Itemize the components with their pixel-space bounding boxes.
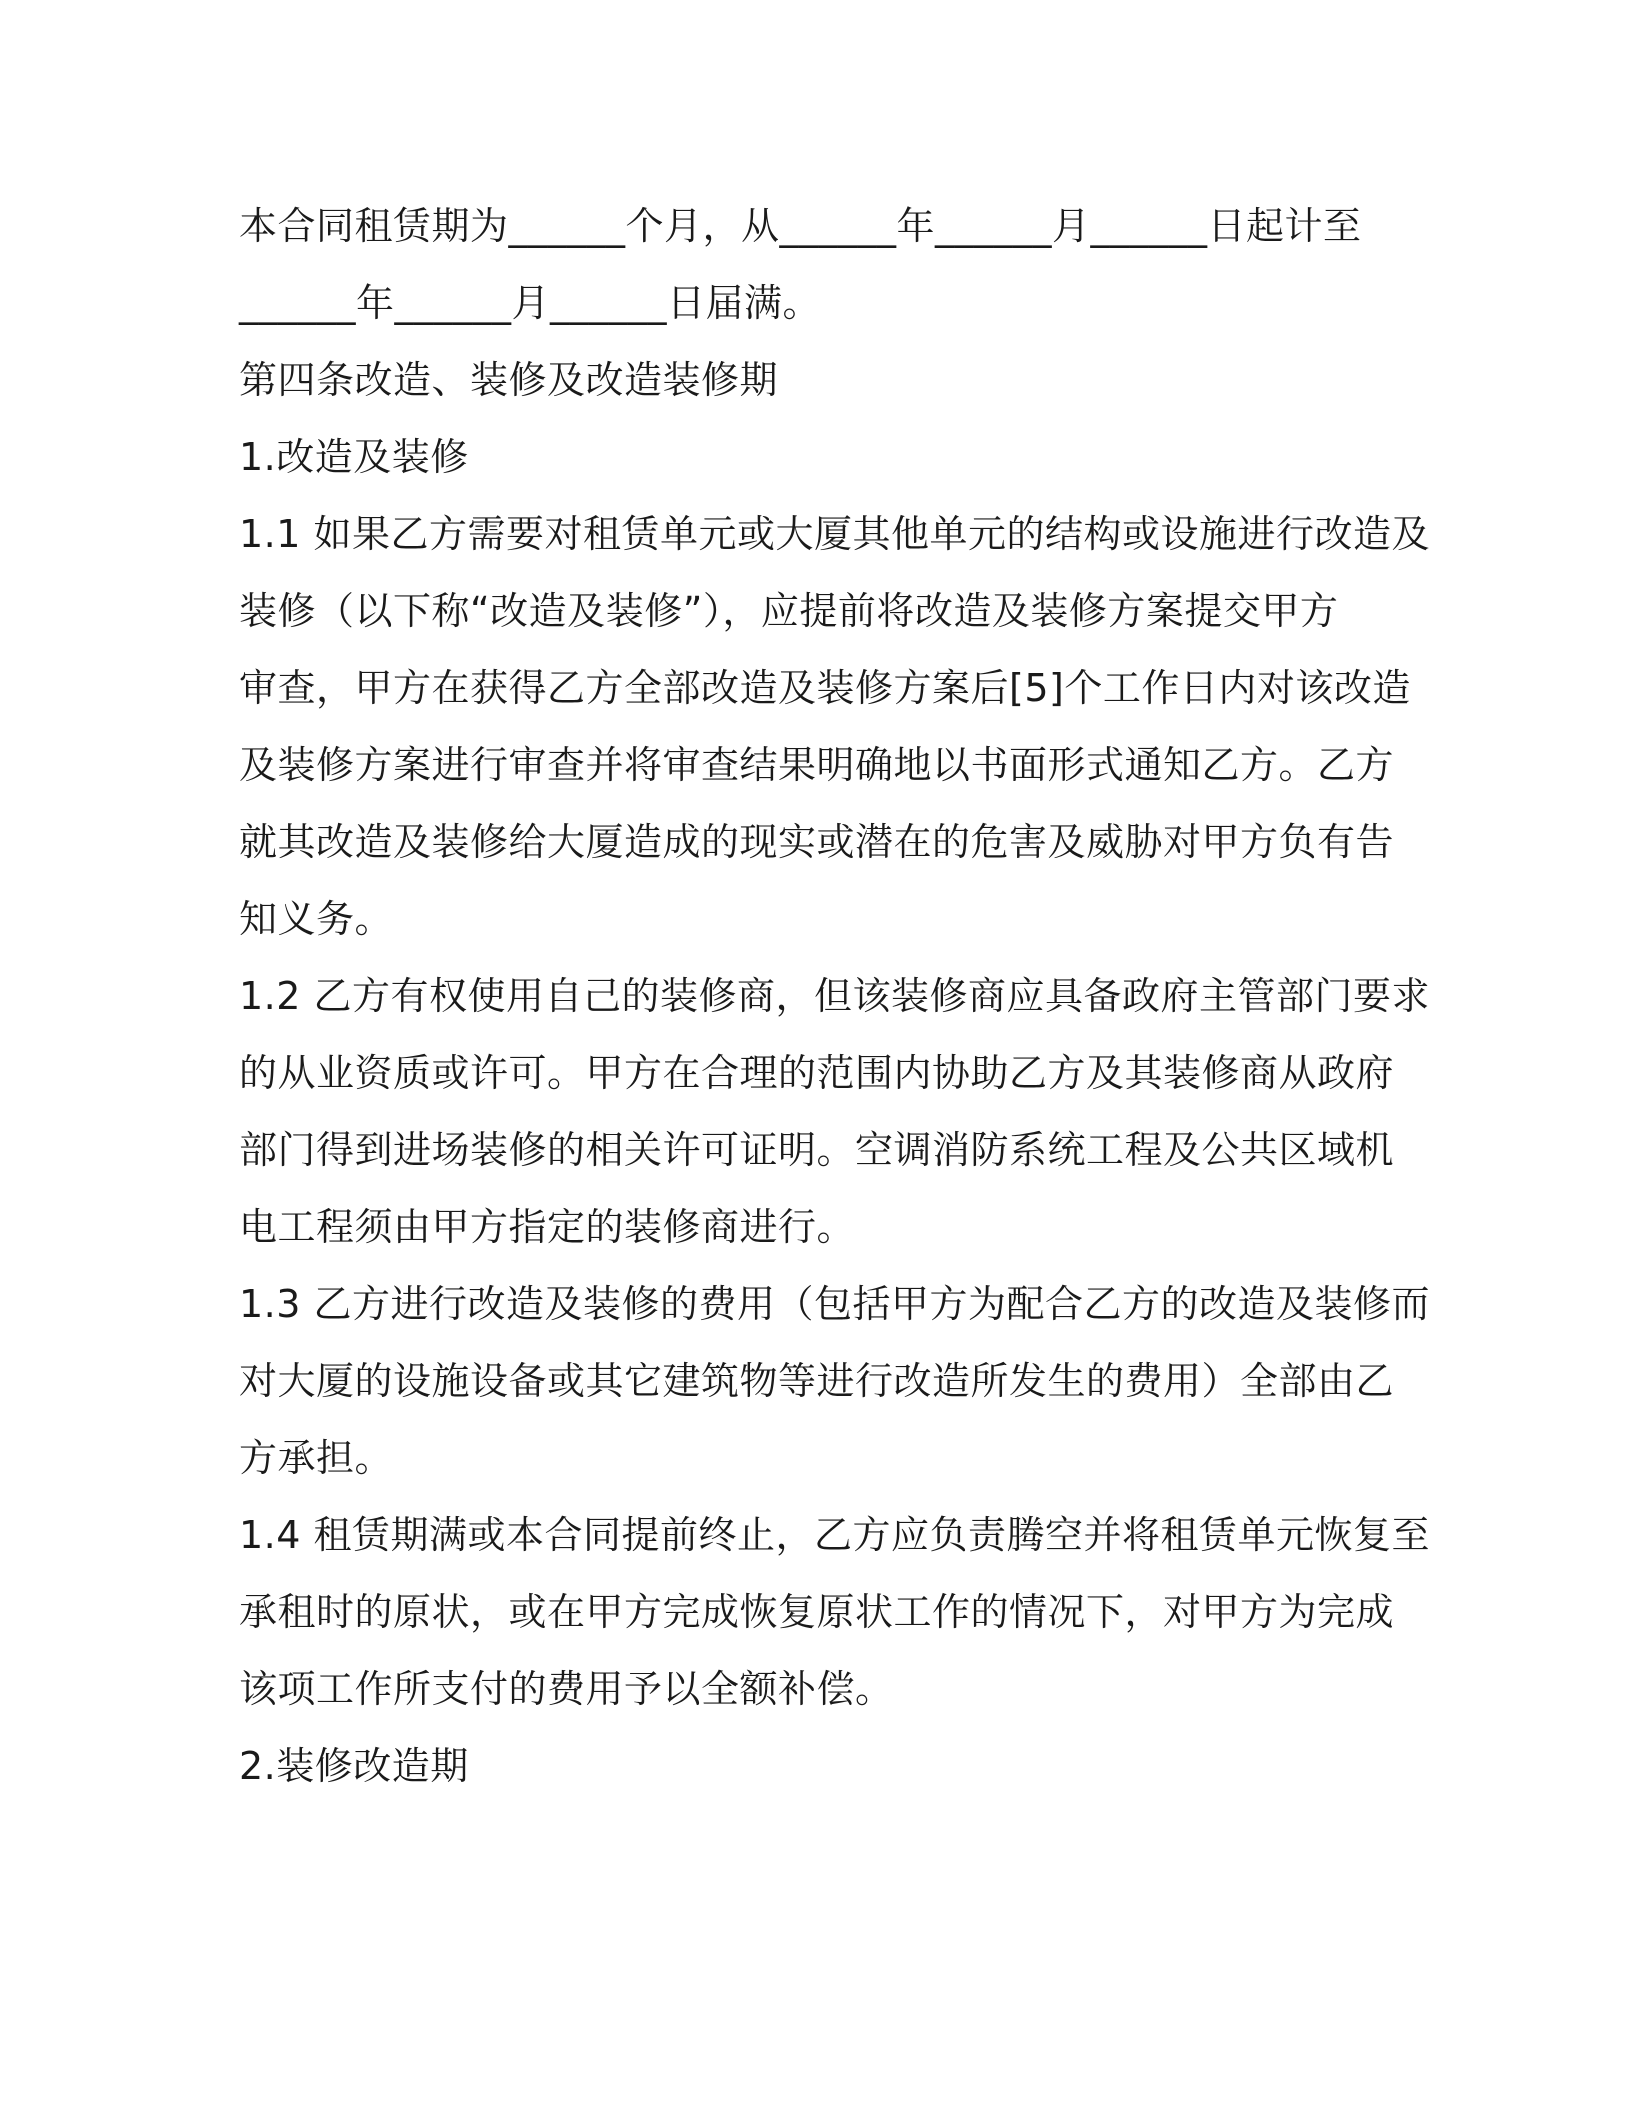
clause-1-4-line-1: 1.4 租赁期满或本合同提前终止，乙方应负责腾空并将租赁单元恢复至 — [239, 1513, 1431, 1557]
section-1-heading: 1.改造及装修 — [239, 435, 469, 479]
clause-1-4-line-2: 承租时的原状，或在甲方完成恢复原状工作的情况下，对甲方为完成 — [239, 1590, 1395, 1634]
clause-1-4-line-3: 该项工作所支付的费用予以全额补偿。 — [239, 1667, 894, 1711]
clause-1-3-line-1: 1.3 乙方进行改造及装修的费用（包括甲方为配合乙方的改造及装修而 — [239, 1282, 1431, 1326]
clause-1-3-line-3: 方承担。 — [239, 1436, 394, 1480]
clause-1-2-line-3: 部门得到进场装修的相关许可证明。空调消防系统工程及公共区域机 — [239, 1128, 1395, 1172]
clause-1-2-line-1: 1.2 乙方有权使用自己的装修商，但该装修商应具备政府主管部门要求 — [239, 974, 1431, 1018]
clause-1-1-line-2: 装修（以下称“改造及装修”），应提前将改造及装修方案提交甲方 — [239, 589, 1339, 633]
text-line-lease-end: ______年______月______日届满。 — [239, 281, 822, 325]
section-2-heading: 2.装修改造期 — [239, 1744, 469, 1788]
clause-1-1-line-4: 及装修方案进行审查并将审查结果明确地以书面形式通知乙方。乙方 — [239, 743, 1395, 787]
clause-1-1-line-1: 1.1 如果乙方需要对租赁单元或大厦其他单元的结构或设施进行改造及 — [239, 512, 1431, 556]
clause-1-3-line-2: 对大厦的设施设备或其它建筑物等进行改造所发生的费用）全部由乙 — [239, 1359, 1395, 1403]
clause-1-2-line-4: 电工程须由甲方指定的装修商进行。 — [239, 1205, 856, 1249]
clause-1-1-line-5: 就其改造及装修给大厦造成的现实或潜在的危害及威胁对甲方负有告 — [239, 820, 1395, 864]
clause-1-2-line-2: 的从业资质或许可。甲方在合理的范围内协助乙方及其装修商从政府 — [239, 1051, 1395, 1095]
document-body — [239, 188, 1431, 1805]
article-four-heading: 第四条改造、装修及改造装修期 — [239, 358, 779, 402]
clause-1-1-line-3: 审查，甲方在获得乙方全部改造及装修方案后[5]个工作日内对该改造 — [239, 666, 1411, 710]
text-line-lease-term: 本合同租赁期为______个月，从______年______月______日起计至 — [239, 204, 1362, 248]
clause-1-1-line-6: 知义务。 — [239, 897, 394, 941]
